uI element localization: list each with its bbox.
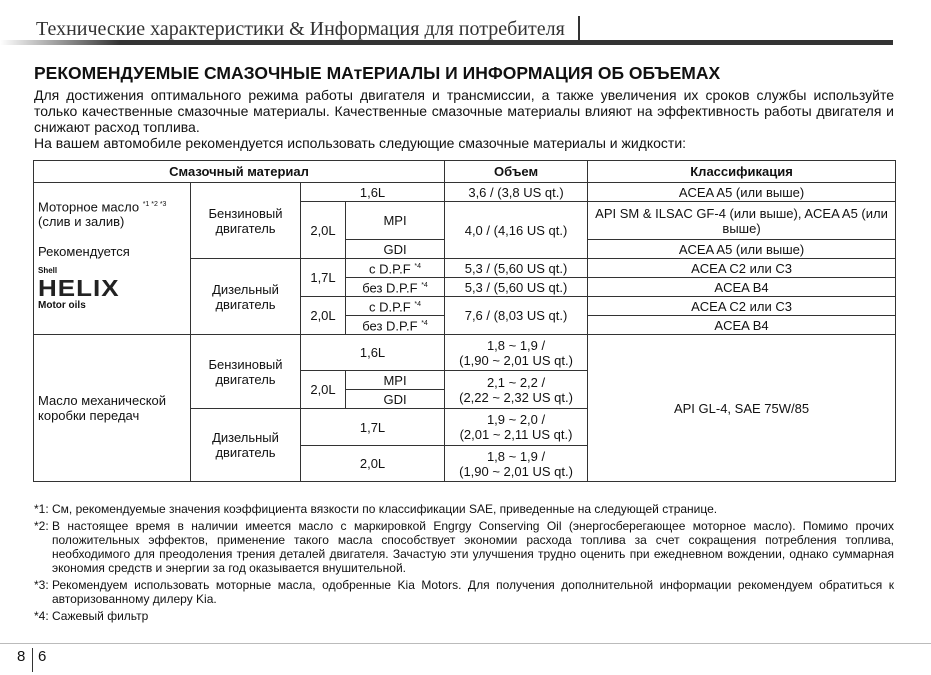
footnote-3	[34, 578, 894, 606]
intro-paragraph-2: На вашем автомобиле рекомендуется использовать следующие смазочные материалы и жидкости:	[34, 135, 687, 151]
logo-brand-small: Shell	[38, 266, 58, 276]
intro-text	[34, 87, 894, 151]
footnote-text: Сажевый фильтр	[52, 609, 149, 623]
engine-diesel-label: Дизельный двигатель	[191, 259, 301, 335]
shell-helix-logo	[38, 267, 186, 311]
gear-diesel-17: 1,7L	[301, 409, 445, 446]
header-title: Технические характеристики & Информация для потребителя	[36, 18, 565, 40]
engine-petrol-gdi-class: ACEA A5 (или выше)	[588, 240, 896, 259]
recommended-label: Рекомендуется	[38, 244, 130, 260]
lubricants-table	[33, 160, 896, 482]
gear-petrol-mpi: MPI	[346, 371, 445, 390]
footnote-key: *1:	[34, 502, 49, 516]
footer-rule	[0, 643, 931, 644]
gear-petrol-20: 2,0L	[301, 371, 346, 409]
engine-petrol-16: 1,6L	[301, 183, 445, 202]
footnote-key: *3:	[34, 578, 49, 592]
footnote-4	[34, 609, 894, 623]
table-row	[34, 335, 896, 371]
engine-diesel-20-nodpf-class: ACEA B4	[588, 316, 896, 335]
footnote-1	[34, 502, 894, 516]
footnote-text: В настоящее время в наличии имеется масло с маркировкой Engrgy Conserving Oil (энергосберегающее моторное масло). Помимо прочих положительных эффектов, применение такого масла способствует экономии расхода топлива за счет сокращения потребления топлива, необходимого для преодоления трения деталей двигателя. Зачастую эти улучшения трудно оценить при ежедневном вождении, однако суммарная экономия средств и энергии за год оказывается внушительной.	[52, 519, 894, 575]
table-header-row	[34, 161, 896, 183]
page-number: 6	[38, 648, 47, 665]
page-chapter: 8	[17, 648, 26, 665]
engine-diesel-20-nodpf: без D.P.F $^{*4}$	[346, 316, 445, 335]
table-row	[34, 183, 896, 202]
gear-petrol-gdi: GDI	[346, 390, 445, 409]
logo-brand-big: HELIX	[38, 274, 120, 302]
engine-oil-footnote-refs: *1 *2 *3	[142, 201, 167, 208]
engine-diesel-20-dpf-class: ACEA C2 или C3	[588, 297, 896, 316]
gear-oil-label: Масло механической коробки передач	[34, 335, 191, 482]
engine-petrol-20-volume: 4,0 / (4,16 US qt.)	[445, 202, 588, 259]
engine-petrol-mpi-class: API SM & ILSAC GF-4 (или выше), ACEA A5 (или выше)	[588, 202, 896, 240]
gear-diesel-20: 2,0L	[301, 446, 445, 482]
engine-petrol-16-volume: 3,6 / (3,8 US qt.)	[445, 183, 588, 202]
gear-diesel-17-volume: 1,9 ~ 2,0 / (2,01 ~ 2,11 US qt.)	[445, 409, 588, 446]
footnote-2	[34, 519, 894, 575]
gear-oil-class: API GL-4, SAE 75W/85	[588, 335, 896, 482]
gear-petrol-16-volume: 1,8 ~ 1,9 / (1,90 ~ 2,01 US qt.)	[445, 335, 588, 371]
footnotes	[34, 502, 894, 626]
engine-diesel-20: 2,0L	[301, 297, 346, 335]
engine-petrol-16-class: ACEA A5 (или выше)	[588, 183, 896, 202]
gear-diesel-label: Дизельный двигатель	[191, 409, 301, 482]
gear-diesel-20-volume: 1,8 ~ 1,9 / (1,90 ~ 2,01 US qt.)	[445, 446, 588, 482]
logo-brand-sub: Motor oils	[38, 300, 86, 312]
engine-diesel-17-dpf: с D.P.F $^{*4}$	[346, 259, 445, 278]
header-lubricant: Смазочный материал	[34, 161, 445, 183]
header-rule-fade	[0, 40, 120, 45]
section-heading: РЕКОМЕНДУЕМЫЕ СМАЗОЧНЫЕ МАтЕРИАЛЫ И ИНФОРМАЦИЯ ОБ ОБЪЕМАХ	[34, 63, 721, 83]
gear-petrol-20-volume: 2,1 ~ 2,2 / (2,22 ~ 2,32 US qt.)	[445, 371, 588, 409]
engine-petrol-mpi: MPI	[346, 202, 445, 240]
footnote-text: См, рекомендуемые значения коэффициента вязкости по классификации SAE, приведенные на следующей странице.	[52, 502, 718, 516]
engine-diesel-17-nodpf-class: ACEA B4	[588, 278, 896, 297]
engine-diesel-20-dpf: с D.P.F $^{*4}$	[346, 297, 445, 316]
gear-petrol-label: Бензиновый двигатель	[191, 335, 301, 409]
engine-diesel-17-dpf-class: ACEA C2 или C3	[588, 259, 896, 278]
engine-petrol-label: Бензиновый двигатель	[191, 183, 301, 259]
footnote-text: Рекомендуем использовать моторные масла, одобренные Kia Motors. Для получения дополнительной информации рекомендуем обратиться к авторизованному дилеру Kia.	[52, 578, 894, 606]
engine-diesel-17-nodpf-volume: 5,3 / (5,60 US qt.)	[445, 278, 588, 297]
engine-petrol-20: 2,0L	[301, 202, 346, 259]
engine-diesel-20-volume: 7,6 / (8,03 US qt.)	[445, 297, 588, 335]
engine-diesel-17-nodpf: без D.P.F $^{*4}$	[346, 278, 445, 297]
page-header	[0, 0, 931, 47]
footnote-key: *2:	[34, 519, 49, 533]
header-classification: Классификация	[588, 161, 896, 183]
engine-oil-cell	[34, 183, 191, 335]
page-number-divider	[32, 648, 33, 672]
engine-oil-label-2: (слив и залив)	[38, 214, 125, 230]
header-volume: Объем	[445, 161, 588, 183]
footnote-key: *4:	[34, 609, 49, 623]
engine-petrol-gdi: GDI	[346, 240, 445, 259]
header-rule	[0, 40, 893, 45]
gear-petrol-16: 1,6L	[301, 335, 445, 371]
engine-oil-label: Моторное масло	[38, 199, 140, 215]
intro-paragraph-1: Для достижения оптимального режима работы двигателя и трансмиссии, а также увеличения их сроков службы используйте только качественные смазочные материалы. Качественные смазочные материалы влияют на эффективность работы двигателя и снижают расход топлива.	[34, 87, 894, 135]
engine-diesel-17: 1,7L	[301, 259, 346, 297]
engine-diesel-17-dpf-volume: 5,3 / (5,60 US qt.)	[445, 259, 588, 278]
